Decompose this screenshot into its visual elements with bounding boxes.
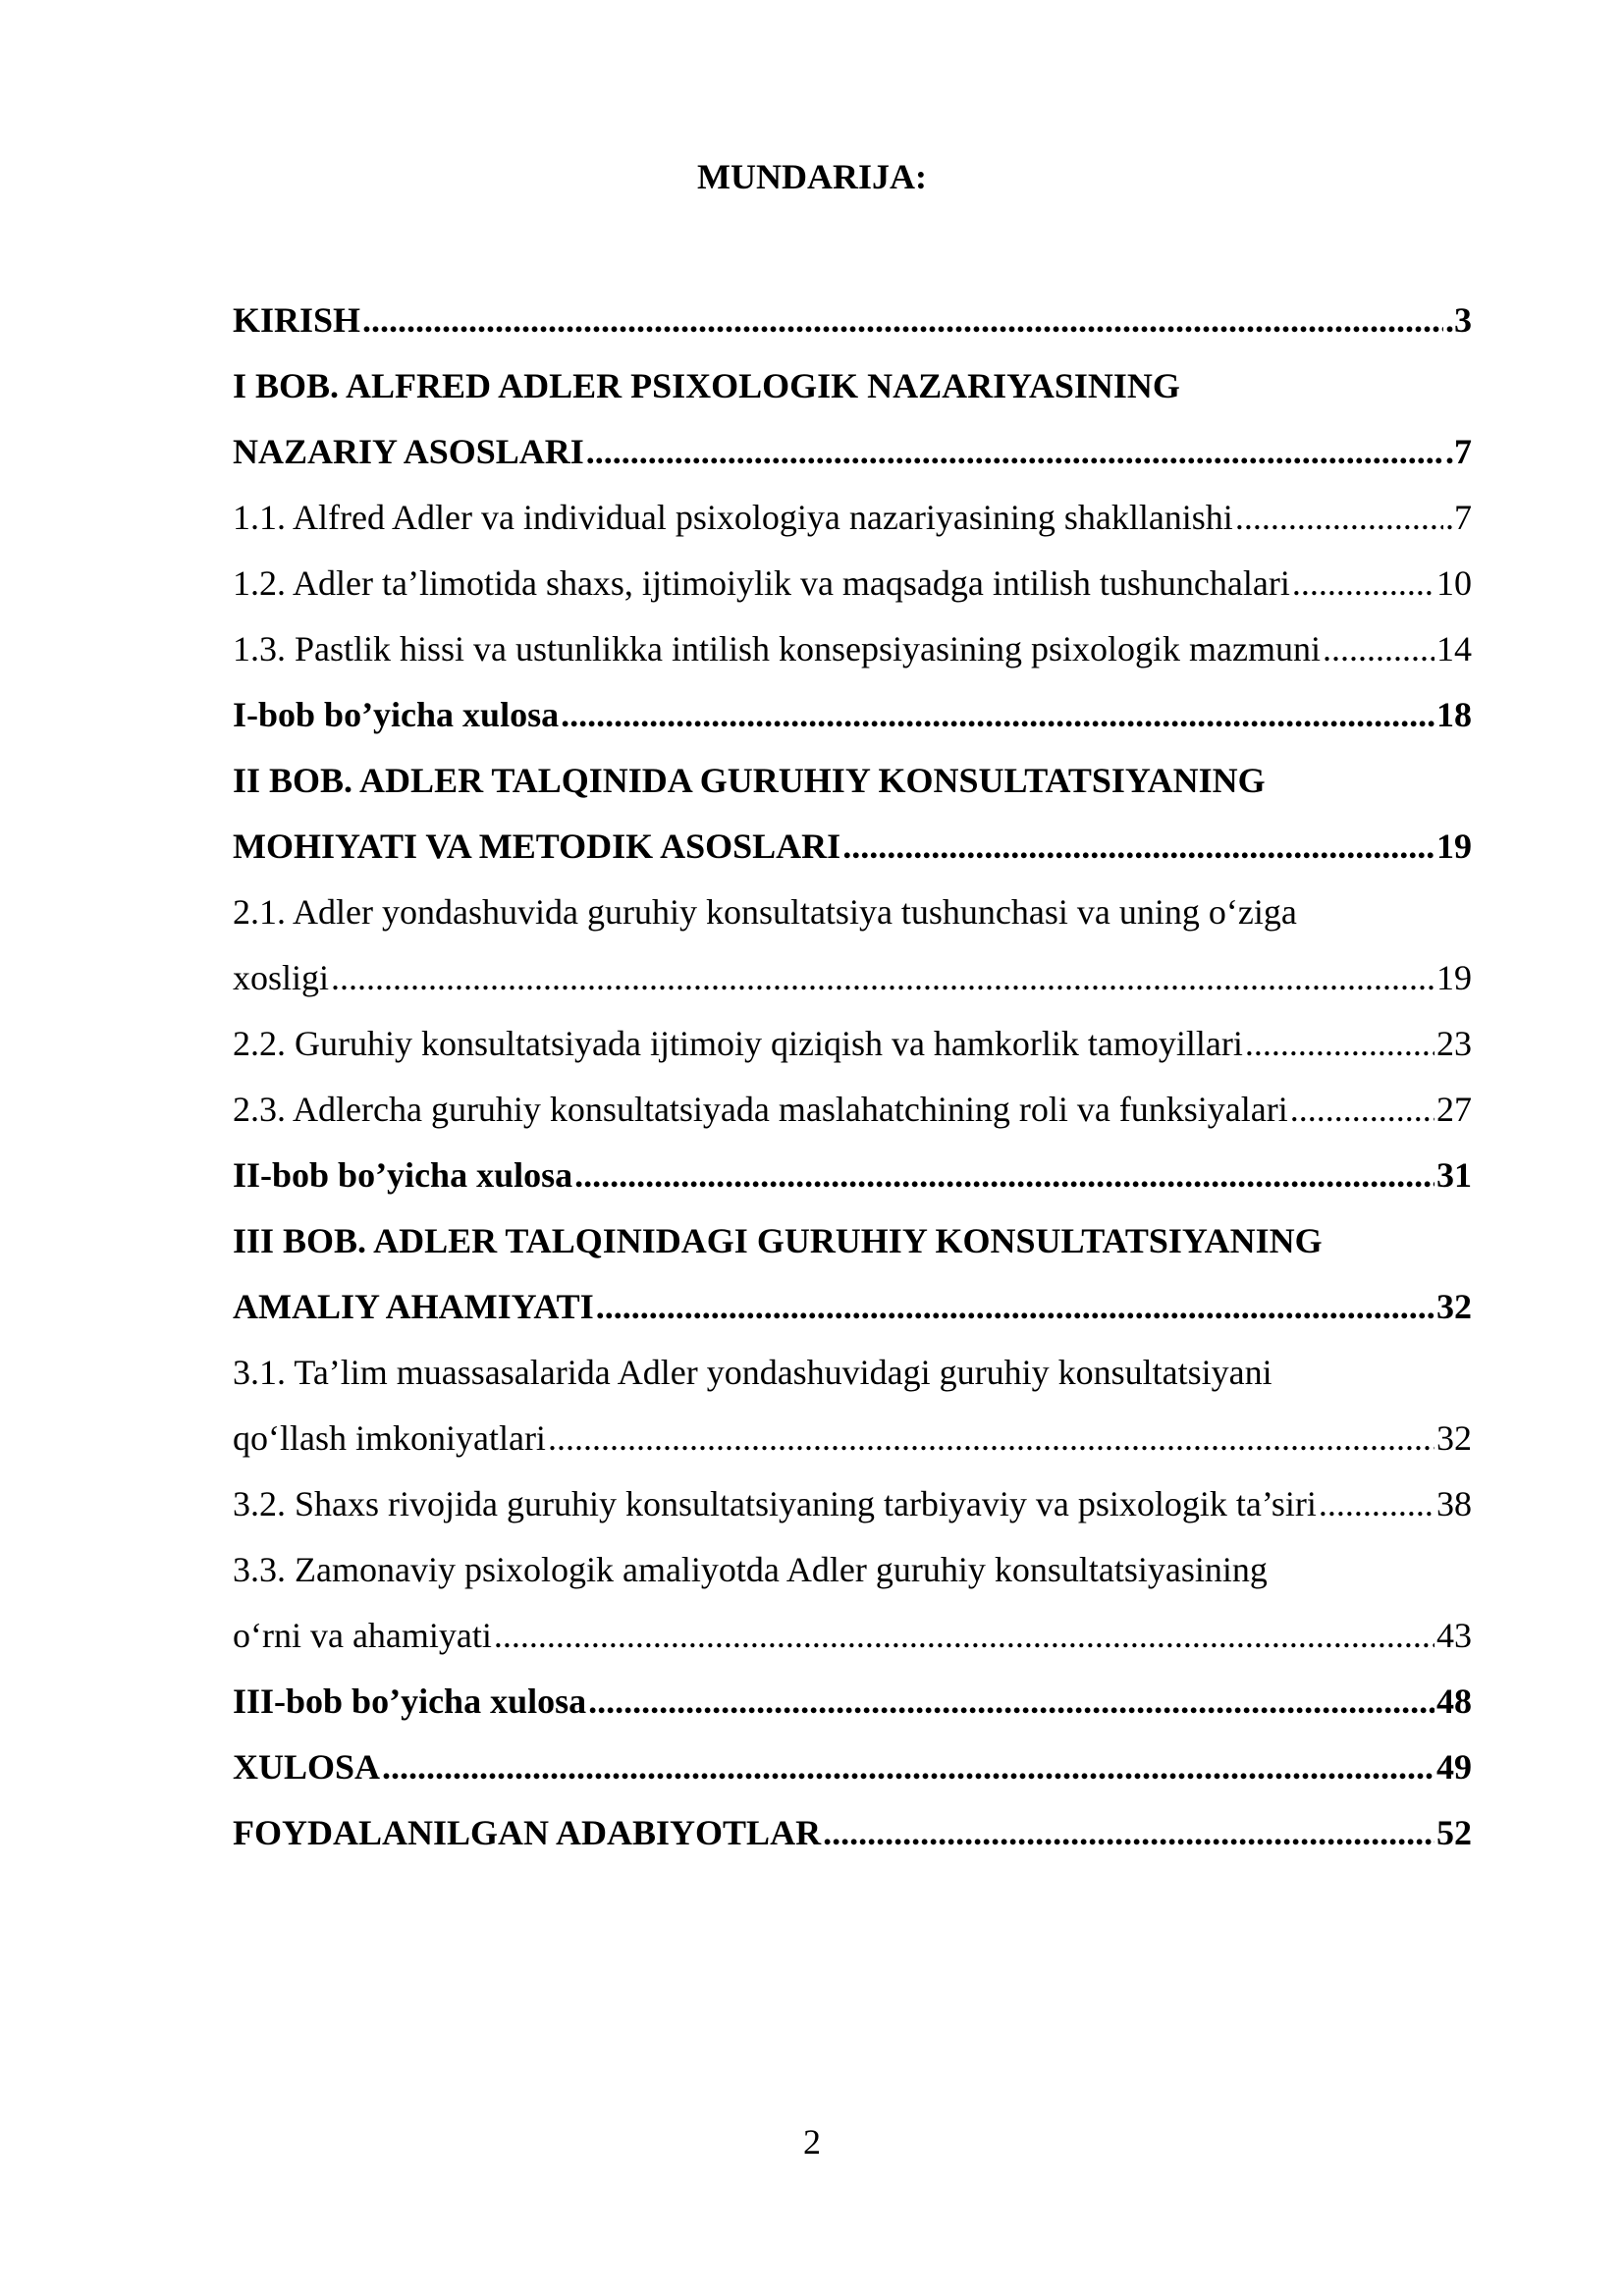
toc-entry-section-2-2[interactable] bbox=[233, 1010, 1472, 1076]
dot-leader bbox=[561, 694, 1435, 735]
toc-entry-label: I-bob bo’yicha xulosa bbox=[233, 694, 560, 734]
toc-entry-label: 1.1. Alfred Adler va individual psixologiya nazariyasining shakllanishi bbox=[233, 497, 1233, 537]
dot-leader bbox=[596, 1286, 1435, 1327]
dot-leader bbox=[1290, 1089, 1435, 1130]
page-number: 2 bbox=[803, 2122, 821, 2162]
toc-entry-page: 48 bbox=[1436, 1681, 1472, 1721]
toc-entry-chapter-3-conclusion[interactable] bbox=[233, 1668, 1472, 1734]
toc-entry-page: 18 bbox=[1436, 694, 1472, 734]
dot-leader bbox=[588, 1681, 1435, 1722]
toc-entry-page: .7 bbox=[1445, 431, 1472, 471]
toc-entry-label: FOYDALANILGAN ADABIYOTLAR bbox=[233, 1812, 822, 1852]
toc-entry-label: 3.2. Shaxs rivojida guruhiy konsultatsiyaning tarbiyaviy va psixologik ta’siri bbox=[233, 1483, 1317, 1523]
dot-leader bbox=[586, 431, 1443, 472]
toc-entry-page: 10 bbox=[1436, 562, 1472, 603]
table-of-contents bbox=[233, 287, 1472, 1865]
dot-leader bbox=[362, 299, 1443, 341]
toc-entry-chapter-1-conclusion[interactable] bbox=[233, 681, 1472, 747]
toc-entry-label: I BOB. ALFRED ADLER PSIXOLOGIK NAZARIYASINING bbox=[233, 365, 1180, 405]
toc-entry-references[interactable] bbox=[233, 1799, 1472, 1865]
toc-entry-section-2-3[interactable] bbox=[233, 1076, 1472, 1142]
toc-entry-label: KIRISH bbox=[233, 299, 361, 340]
dot-leader bbox=[823, 1812, 1435, 1853]
toc-entry-section-1-3[interactable] bbox=[233, 615, 1472, 681]
dot-leader bbox=[1245, 1023, 1435, 1064]
toc-entry-label: 3.3. Zamonaviy psixologik amaliyotda Adler guruhiy konsultatsiyasining bbox=[233, 1549, 1268, 1589]
toc-entry-section-3-1-heading[interactable] bbox=[233, 1339, 1472, 1405]
toc-entry-section-1-1[interactable] bbox=[233, 484, 1472, 550]
toc-entry-label: 2.1. Adler yondashuvida guruhiy konsultatsiya tushunchasi va uning o‘ziga bbox=[233, 891, 1297, 932]
toc-entry-page: 32 bbox=[1436, 1286, 1472, 1326]
toc-entry-label: 2.2. Guruhiy konsultatsiyada ijtimoiy qiziqish va hamkorlik tamoyillari bbox=[233, 1023, 1243, 1063]
toc-entry-section-2-1-heading[interactable] bbox=[233, 879, 1472, 944]
toc-entry-kirish[interactable] bbox=[233, 287, 1472, 352]
toc-entry-chapter-3[interactable] bbox=[233, 1273, 1472, 1339]
toc-entry-page: 38 bbox=[1436, 1483, 1472, 1523]
toc-entry-section-3-3[interactable] bbox=[233, 1602, 1472, 1668]
toc-entry-label: NAZARIY ASOSLARI bbox=[233, 431, 584, 471]
toc-entry-page: 52 bbox=[1436, 1812, 1472, 1852]
toc-entry-label: 1.2. Adler ta’limotida shaxs, ijtimoiylik va maqsadga intilish tushunchalari bbox=[233, 562, 1290, 603]
toc-entry-label: o‘rni va ahamiyati bbox=[233, 1615, 492, 1655]
toc-entry-chapter-2[interactable] bbox=[233, 813, 1472, 879]
toc-entry-page: 31 bbox=[1436, 1154, 1472, 1195]
toc-entry-section-3-1[interactable] bbox=[233, 1405, 1472, 1470]
toc-entry-chapter-2-conclusion[interactable] bbox=[233, 1142, 1472, 1207]
page-title: MUNDARIJA: bbox=[697, 157, 927, 196]
dot-leader bbox=[1292, 562, 1435, 604]
toc-entry-label: II-bob bo’yicha xulosa bbox=[233, 1154, 573, 1195]
toc-entry-page: 43 bbox=[1436, 1615, 1472, 1655]
toc-entry-chapter-3-heading[interactable] bbox=[233, 1207, 1472, 1273]
toc-entry-section-1-2[interactable] bbox=[233, 550, 1472, 615]
toc-entry-section-3-3-heading[interactable] bbox=[233, 1536, 1472, 1602]
toc-entry-section-3-2[interactable] bbox=[233, 1470, 1472, 1536]
dot-leader bbox=[494, 1615, 1435, 1656]
toc-entry-label: qo‘llash imkoniyatlari bbox=[233, 1417, 546, 1458]
toc-entry-page: 23 bbox=[1436, 1023, 1472, 1063]
toc-entry-label: 2.3. Adlercha guruhiy konsultatsiyada maslahatchining roli va funksiyalari bbox=[233, 1089, 1288, 1129]
toc-entry-label: II BOB. ADLER TALQINIDA GURUHIY KONSULTATSIYANING bbox=[233, 760, 1266, 800]
dot-leader bbox=[1235, 497, 1443, 538]
toc-entry-label: MOHIYATI VA METODIK ASOSLARI bbox=[233, 826, 841, 866]
toc-entry-label: III-bob bo’yicha xulosa bbox=[233, 1681, 587, 1721]
toc-entry-page: 19 bbox=[1436, 957, 1472, 997]
dot-leader bbox=[548, 1417, 1435, 1459]
toc-entry-chapter-2-heading[interactable] bbox=[233, 747, 1472, 813]
toc-entry-chapter-1-heading[interactable] bbox=[233, 352, 1472, 418]
dot-leader bbox=[1323, 628, 1435, 669]
dot-leader bbox=[1319, 1483, 1435, 1524]
toc-entry-label: 1.3. Pastlik hissi va ustunlikka intilish konsepsiyasining psixologik mazmuni bbox=[233, 628, 1322, 668]
toc-entry-conclusion[interactable] bbox=[233, 1734, 1472, 1799]
toc-entry-page: .3 bbox=[1445, 299, 1472, 340]
toc-entry-label: XULOSA bbox=[233, 1746, 381, 1787]
toc-entry-section-2-1[interactable] bbox=[233, 944, 1472, 1010]
dot-leader bbox=[382, 1746, 1435, 1788]
toc-entry-label: AMALIY AHAMIYATI bbox=[233, 1286, 594, 1326]
toc-entry-page: .7 bbox=[1445, 497, 1472, 537]
dot-leader bbox=[574, 1154, 1435, 1196]
dot-leader bbox=[842, 826, 1435, 867]
toc-entry-label: III BOB. ADLER TALQINIDAGI GURUHIY KONSULTATSIYANING bbox=[233, 1220, 1323, 1260]
toc-entry-page: 14 bbox=[1436, 628, 1472, 668]
toc-entry-page: 27 bbox=[1436, 1089, 1472, 1129]
toc-entry-page: 49 bbox=[1436, 1746, 1472, 1787]
toc-entry-page: 19 bbox=[1436, 826, 1472, 866]
dot-leader bbox=[331, 957, 1435, 998]
toc-entry-chapter-1[interactable] bbox=[233, 418, 1472, 484]
toc-entry-page: 32 bbox=[1436, 1417, 1472, 1458]
toc-entry-label: 3.1. Ta’lim muassasalarida Adler yondashuvidagi guruhiy konsultatsiyani bbox=[233, 1352, 1272, 1392]
toc-entry-label: xosligi bbox=[233, 957, 330, 997]
